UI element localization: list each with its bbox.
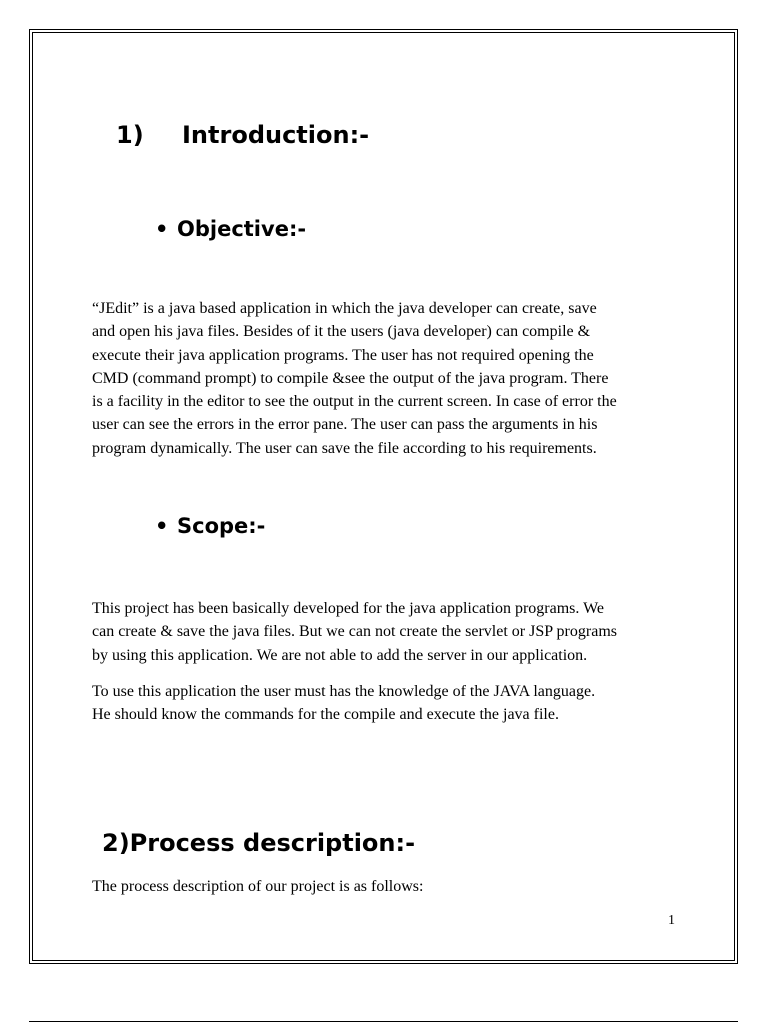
paragraph-line: execute their java application programs. The user has not required opening the: [92, 346, 594, 364]
scope-heading: [155, 514, 265, 538]
paragraph-line: To use this application the user must has the knowledge of the JAVA language.: [92, 683, 596, 700]
page-border-inner: [32, 32, 735, 961]
footer-divider: [29, 1021, 738, 1022]
paragraph-line: program dynamically. The user can save the file according to his requirements.: [92, 439, 597, 457]
scope-paragraph-2: [92, 680, 677, 727]
paragraph-line: The process description of our project is as follows:: [92, 878, 424, 895]
section-2-heading: 2)Process description:-: [102, 829, 416, 857]
section-1-title: Introduction:-: [182, 121, 370, 149]
section-1-number: 1): [116, 121, 144, 149]
section-1-heading: [116, 121, 369, 149]
objective-paragraph: [92, 297, 677, 460]
paragraph-line: and open his java files. Besides of it the users (java developer) can compile &: [92, 323, 591, 341]
section-2-intro: [92, 875, 677, 898]
scope-heading-text: Scope:-: [177, 514, 266, 538]
paragraph-line: is a facility in the editor to see the output in the current screen. In case of error the: [92, 393, 617, 411]
scope-paragraph-1: [92, 597, 677, 667]
paragraph-line: CMD (command prompt) to compile &see the output of the java program. There: [92, 369, 609, 387]
bullet-icon: •: [155, 514, 169, 538]
objective-heading-text: Objective:-: [177, 217, 307, 241]
paragraph-line: can create & save the java files. But we can not create the servlet or JSP programs: [92, 623, 617, 641]
paragraph-line: He should know the commands for the compile and execute the java file.: [92, 706, 559, 724]
objective-heading: [155, 217, 306, 241]
paragraph-line: by using this application. We are not able to add the server in our application.: [92, 646, 588, 664]
page-number: 1: [668, 913, 675, 928]
paragraph-line: “JEdit” is a java based application in which the java developer can create, save: [92, 300, 597, 317]
bullet-icon: •: [155, 217, 169, 241]
paragraph-line: user can see the errors in the error pane. The user can pass the arguments in his: [92, 416, 598, 434]
paragraph-line: This project has been basically developed for the java application programs. We: [92, 600, 605, 617]
